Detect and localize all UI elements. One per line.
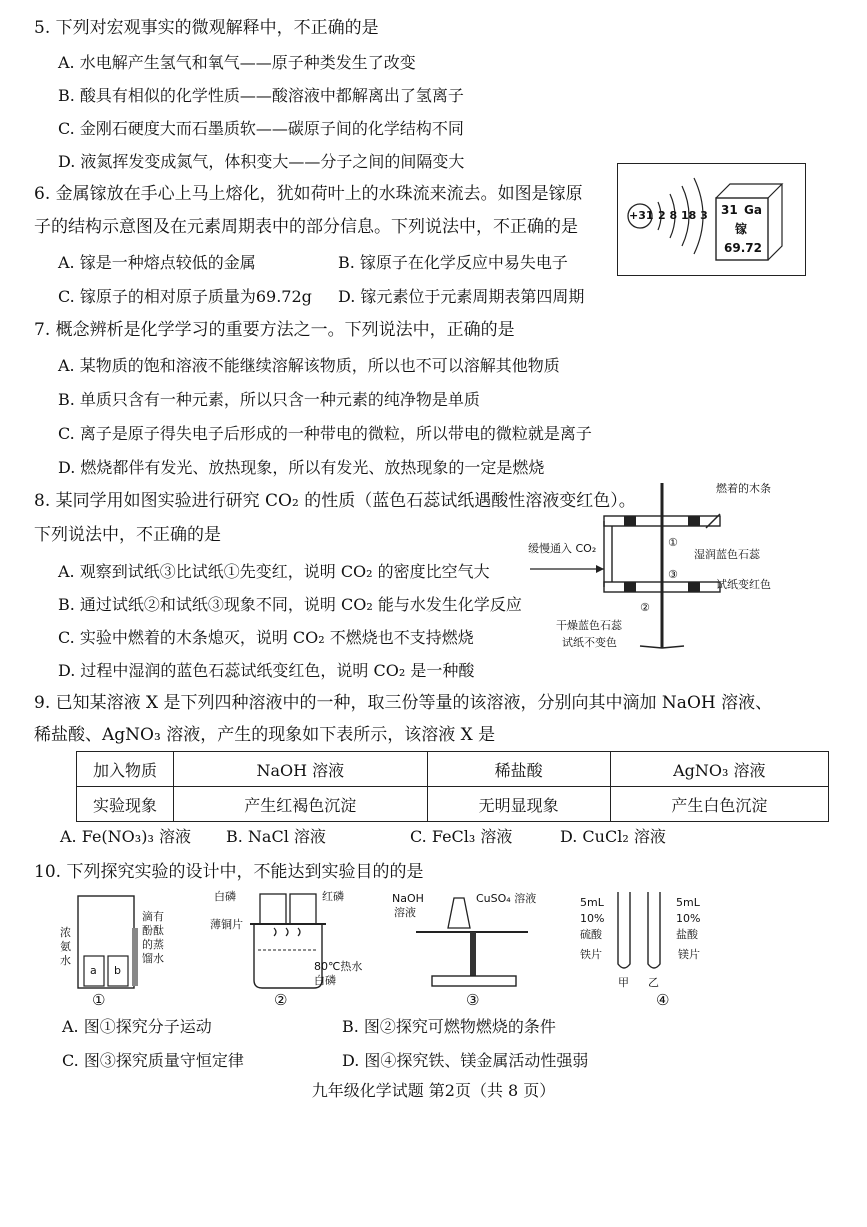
- element-symbol: Ga: [744, 203, 762, 217]
- q6-option-c: C. 镓原子的相对原子质量为69.72g: [58, 287, 312, 306]
- element-name: 镓: [735, 222, 748, 236]
- q10-option-b: B. 图②探究可燃物燃烧的条件: [342, 1017, 556, 1036]
- fig2-number: ②: [274, 991, 288, 1009]
- page-footer: 九年级化学试题 第2页（共 8 页）: [311, 1081, 556, 1100]
- table-cell: 产生红褐色沉淀: [174, 787, 428, 822]
- q10-figure-4: [580, 888, 730, 1013]
- fig4-left-acid: 硫酸: [580, 928, 602, 941]
- q9-option-d: D. CuCl₂ 溶液: [560, 827, 666, 846]
- q9-stem-line1: 9. 已知某溶液 X 是下列四种溶液中的一种，取三份等量的该溶液，分别向其中滴加 NaOH 溶液、: [34, 693, 773, 713]
- table-row: [77, 752, 829, 787]
- q8-option-d: D. 过程中湿润的蓝色石蕊试纸变红色，说明 CO₂ 是一种酸: [58, 661, 475, 680]
- q9-option-b: B. NaCl 溶液: [226, 827, 326, 846]
- fig4-tube-yi: 乙: [648, 976, 659, 989]
- wet-paper-label-2: 试纸变红色: [716, 578, 771, 591]
- paper-1-number: ①: [668, 536, 678, 549]
- q8-option-b: B. 通过试纸②和试纸③现象不同，说明 CO₂ 能与水发生化学反应: [58, 595, 522, 614]
- q5-option-c: C. 金刚石硬度大而石墨质软——碳原子间的化学结构不同: [58, 119, 464, 138]
- q5-option-d: D. 液氮挥发变成氮气，体积变大——分子之间的间隔变大: [58, 152, 465, 171]
- q8-stem-line1: 8. 某同学用如图实验进行研究 CO₂ 的性质（蓝色石蕊试纸遇酸性溶液变红色）。: [34, 491, 636, 511]
- wet-paper-label-1: 湿润蓝色石蕊: [694, 548, 760, 561]
- q8-stem-line2: 下列说法中，不正确的是: [34, 525, 221, 545]
- fig4-left-metal: 铁片: [580, 948, 602, 961]
- fig4-tube-jia: 甲: [618, 976, 629, 989]
- q6-stem-line1: 6. 金属镓放在手心上马上熔化，犹如荷叶上的水珠流来流去。如图是镓原: [34, 184, 583, 204]
- fig3-cuso4: CuSO₄ 溶液: [476, 892, 537, 905]
- q6-option-b: B. 镓原子在化学反应中易失电子: [338, 253, 568, 272]
- combustion-drawing: [210, 888, 370, 1013]
- q7-option-c: C. 离子是原子得失电子后形成的一种带电的微粒，所以带电的微粒就是离子: [58, 424, 592, 443]
- fig1-left-label-1: 浓: [60, 926, 71, 939]
- q10-figure-1: [58, 888, 168, 1013]
- table-cell: AgNO₃ 溶液: [610, 752, 828, 787]
- q8-option-c: C. 实验中燃着的木条熄灭，说明 CO₂ 不燃烧也不支持燃烧: [58, 628, 474, 647]
- table-cell: 稀盐酸: [427, 752, 610, 787]
- q9-option-c: C. FeCl₃ 溶液: [410, 827, 513, 846]
- burning-stick-label: 燃着的木条: [716, 482, 771, 495]
- q10-stem: 10. 下列探究实验的设计中，不能达到实验目的的是: [34, 862, 424, 882]
- q7-option-b: B. 单质只含有一种元素，所以只含一种元素的纯净物是单质: [58, 390, 480, 409]
- q6-stem-line2: 子的结构示意图及在元素周期表中的部分信息。下列说法中，不正确的是: [34, 217, 578, 237]
- q6-option-a: A. 镓是一种熔点较低的金属: [58, 253, 256, 272]
- fig2-red-phosphorus: 红磷: [322, 890, 344, 903]
- fig1-left-label-3: 水: [60, 954, 71, 967]
- paper-3-number: ③: [668, 568, 678, 581]
- fig1-right-label-4: 馏水: [142, 952, 164, 965]
- q5-option-b: B. 酸具有相似的化学性质——酸溶液中都解离出了氢离子: [58, 86, 464, 105]
- fig1-beaker-b: b: [114, 964, 121, 977]
- paper-2-number: ②: [640, 601, 650, 614]
- fig1-number: ①: [92, 991, 106, 1009]
- fig3-naoh-2: 溶液: [394, 906, 416, 919]
- q7-stem: 7. 概念辨析是化学学习的重要方法之一。下列说法中，正确的是: [34, 320, 515, 340]
- fig1-right-label-3: 的蒸: [142, 938, 164, 951]
- q8-option-a: A. 观察到试纸③比试纸①先变红，说明 CO₂ 的密度比空气大: [58, 562, 490, 581]
- fig4-right-volume: 5mL: [676, 896, 700, 909]
- fig4-right-concentration: 10%: [676, 912, 701, 925]
- fig4-left-volume: 5mL: [580, 896, 604, 909]
- fig2-white-phosphorus: 白磷: [214, 890, 236, 903]
- fig4-left-concentration: 10%: [580, 912, 605, 925]
- table-cell: 加入物质: [77, 752, 174, 787]
- dry-paper-label-2: 试纸不变色: [562, 636, 617, 649]
- co2-apparatus-figure: [520, 478, 850, 658]
- fig4-number: ④: [656, 991, 670, 1009]
- nucleus-charge: +31: [629, 209, 654, 222]
- q9-option-a: A. Fe(NO₃)₃ 溶液: [60, 827, 191, 846]
- gallium-figure: [617, 163, 806, 276]
- table-cell: NaOH 溶液: [174, 752, 428, 787]
- table-cell: 无明显现象: [427, 787, 610, 822]
- table-row: [77, 787, 829, 822]
- element-number: 31: [721, 203, 738, 217]
- q9-reaction-table: [76, 751, 829, 822]
- fig1-left-label-2: 氨: [60, 940, 71, 953]
- fig2-white-phosphorus-2: 白磷: [314, 974, 336, 987]
- q7-option-a: A. 某物质的饱和溶液不能继续溶解该物质，所以也不可以溶解其他物质: [58, 356, 560, 375]
- co2-inlet-label: 缓慢通入 CO₂: [528, 542, 597, 555]
- table-cell: 产生白色沉淀: [610, 787, 828, 822]
- fig3-number: ③: [466, 991, 480, 1009]
- q6-option-d: D. 镓元素位于元素周期表第四周期: [338, 287, 585, 306]
- fig3-naoh-1: NaOH: [392, 892, 424, 905]
- q10-figure-3: [392, 888, 562, 1013]
- electron-shells: 2 8 18 3: [658, 209, 708, 222]
- q10-option-d: D. 图④探究铁、镁金属活动性强弱: [342, 1051, 589, 1070]
- q5-stem: 5. 下列对宏观事实的微观解释中，不正确的是: [34, 18, 379, 38]
- q5-option-a: A. 水电解产生氢气和氧气——原子种类发生了改变: [58, 53, 416, 72]
- table-cell: 实验现象: [77, 787, 174, 822]
- q10-option-c: C. 图③探究质量守恒定律: [62, 1051, 244, 1070]
- q10-option-a: A. 图①探究分子运动: [62, 1017, 212, 1036]
- fig1-right-label-1: 滴有: [142, 910, 164, 923]
- fig4-right-metal: 镁片: [678, 948, 700, 961]
- q10-figure-2: [210, 888, 370, 1013]
- dry-paper-label-1: 干燥蓝色石蕊: [556, 619, 622, 632]
- fig2-hot-water: 80℃热水: [314, 960, 363, 973]
- fig1-right-label-2: 酚酞: [142, 924, 164, 937]
- q7-option-d: D. 燃烧都伴有发光、放热现象，所以有发光、放热现象的一定是燃烧: [58, 458, 545, 477]
- fig4-right-acid: 盐酸: [676, 928, 698, 941]
- fig2-copper-sheet: 薄铜片: [210, 918, 243, 931]
- fig1-beaker-a: a: [90, 964, 97, 977]
- element-mass: 69.72: [724, 241, 762, 255]
- q9-stem-line2: 稀盐酸、AgNO₃ 溶液，产生的现象如下表所示，该溶液 X 是: [34, 725, 496, 745]
